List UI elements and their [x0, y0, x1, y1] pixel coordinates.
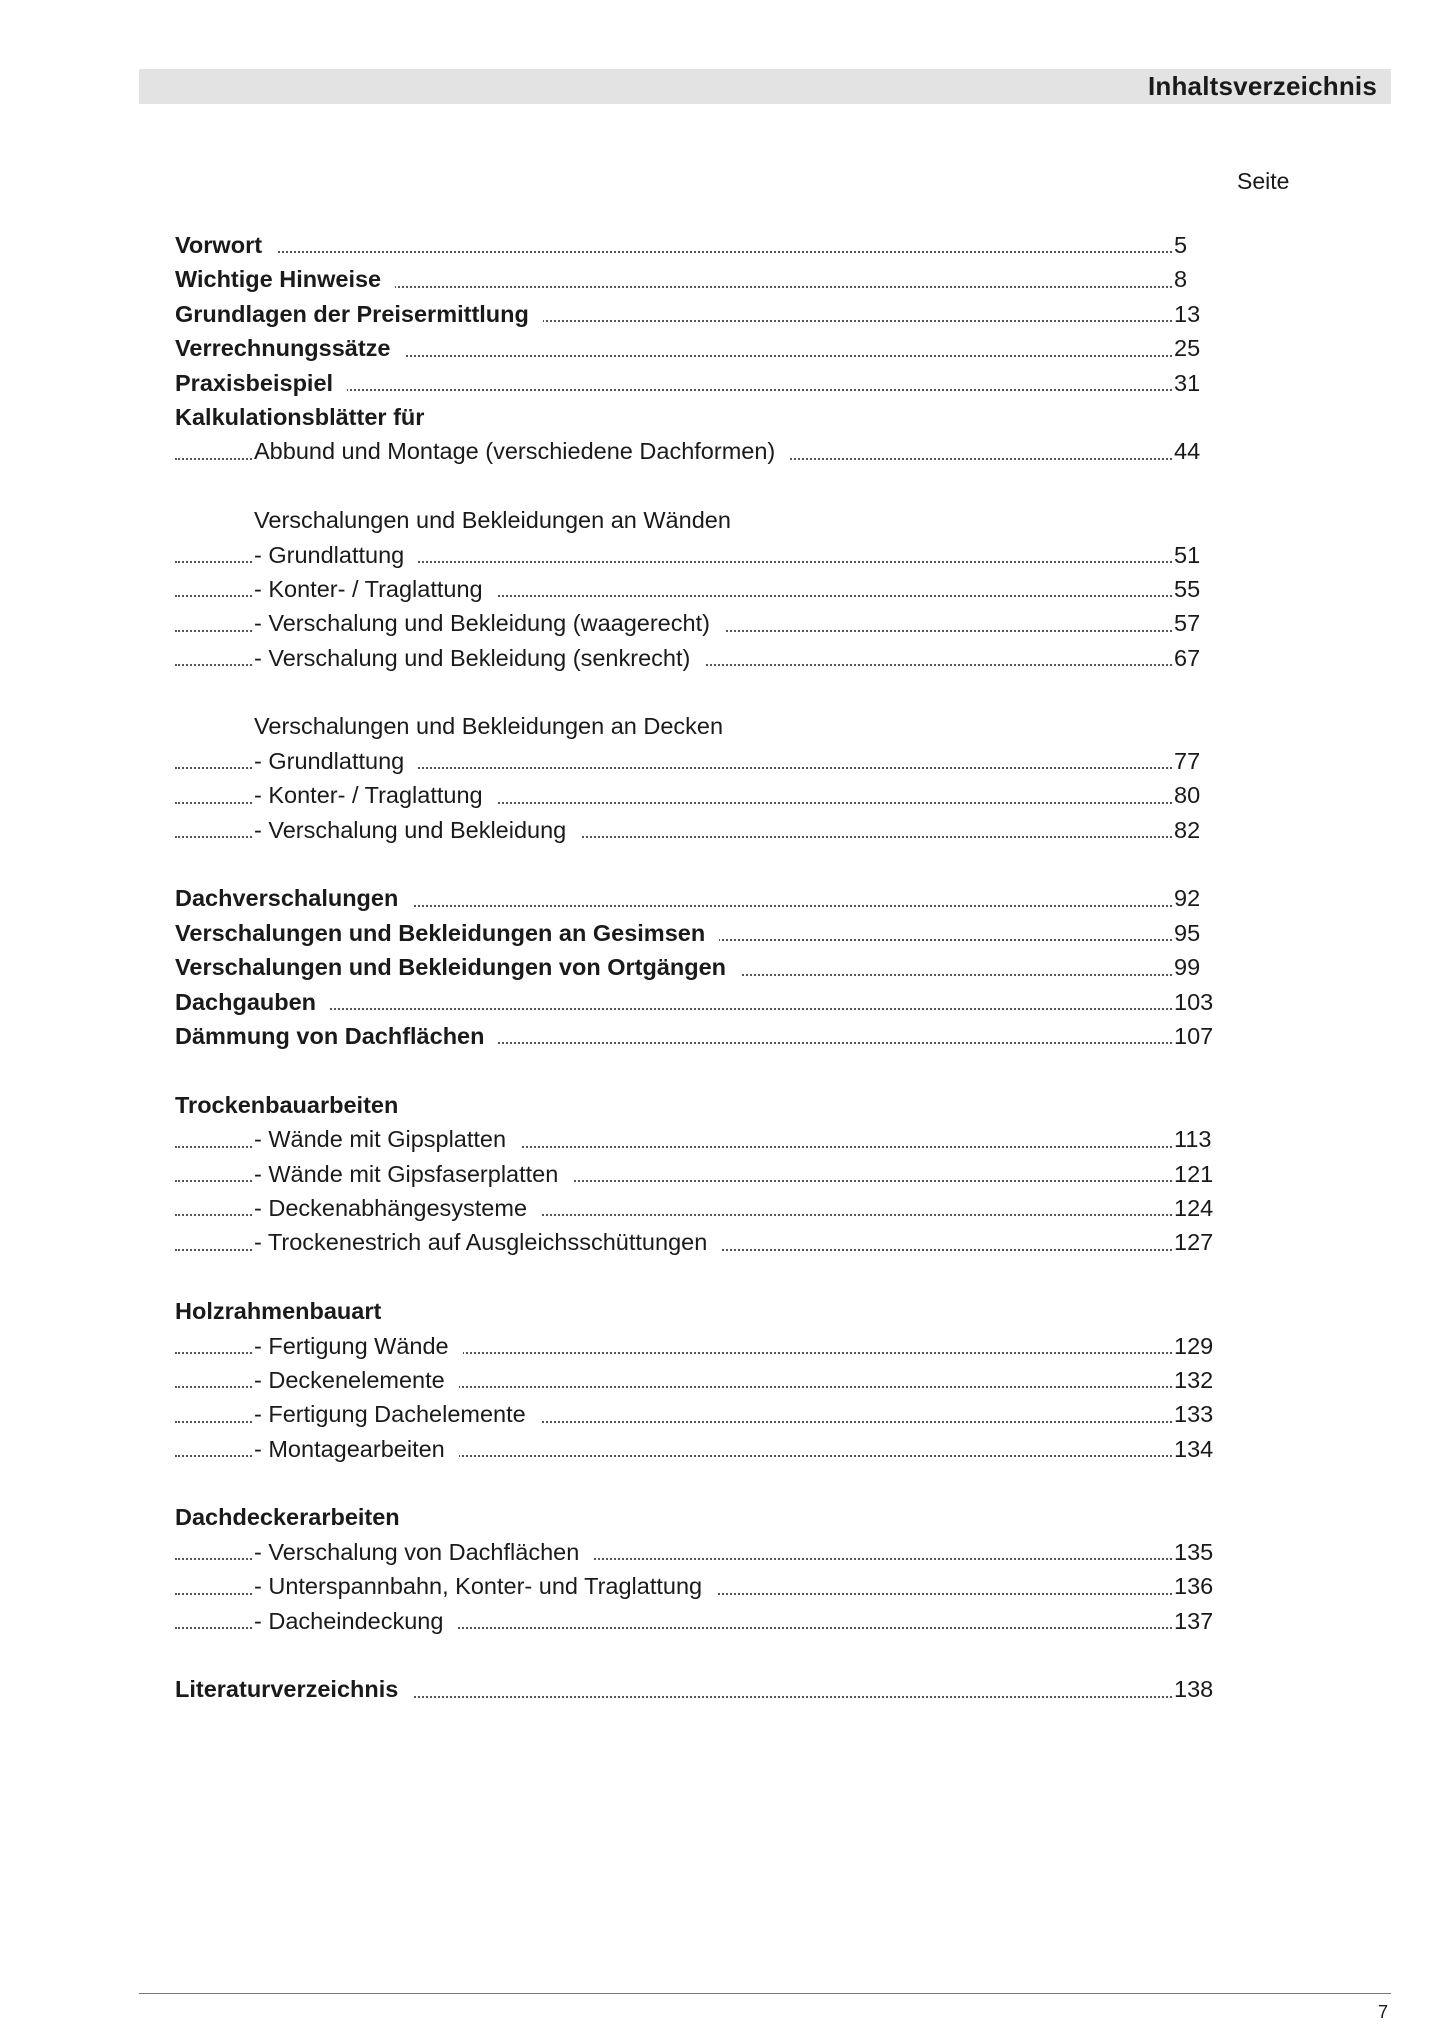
toc-entry-page: 55 — [1172, 572, 1218, 606]
dot-leader — [175, 251, 1176, 253]
toc-entry-fertigung-waende[interactable] — [175, 1329, 1218, 1363]
toc-subsection-label: Verschalungen und Bekleidungen an Decken — [254, 713, 737, 739]
toc-entry-literaturverzeichnis[interactable] — [175, 1672, 1218, 1706]
toc-entry-label: Dämmung von Dachflächen — [175, 1023, 498, 1049]
toc-section-label: Trockenbauarbeiten — [175, 1092, 412, 1118]
toc-entry-page: 13 — [1172, 297, 1218, 331]
toc-entry-waende-grundlattung[interactable] — [175, 538, 1218, 572]
table-of-contents — [175, 228, 1218, 1707]
toc-entry-label: - Konter- / Traglattung — [254, 782, 497, 808]
toc-entry-page: 124 — [1172, 1191, 1218, 1225]
toc-entry-page: 95 — [1172, 916, 1218, 950]
toc-section-label: Holzrahmenbauart — [175, 1298, 395, 1324]
toc-subsection-decken — [175, 709, 1218, 743]
toc-entry-verschalung-dachflaechen[interactable] — [175, 1535, 1218, 1569]
toc-entry-label: Grundlagen der Preisermittlung — [175, 301, 543, 327]
toc-entry-page: 44 — [1172, 434, 1218, 468]
toc-entry-page: 121 — [1172, 1157, 1218, 1191]
toc-entry-daemmung[interactable] — [175, 1019, 1218, 1053]
toc-entry-wichtige-hinweise[interactable] — [175, 262, 1218, 296]
page-number: 7 — [1378, 2002, 1389, 2022]
toc-entry-label: - Trockenestrich auf Ausgleichsschüttungen — [254, 1229, 721, 1255]
toc-entry-page: 77 — [1172, 744, 1218, 778]
toc-entry-label: - Montagearbeiten — [254, 1436, 459, 1462]
toc-entry-decken-grundlattung[interactable] — [175, 744, 1218, 778]
toc-section-trockenbau — [175, 1088, 1218, 1122]
toc-section-kalkulationsblaetter — [175, 400, 1218, 434]
toc-entry-waende-konterlattung[interactable] — [175, 572, 1218, 606]
toc-entry-page: 31 — [1172, 366, 1218, 400]
toc-entry-trockenestrich[interactable] — [175, 1225, 1218, 1259]
toc-entry-waende-senkrecht[interactable] — [175, 641, 1218, 675]
toc-entry-label: Wichtige Hinweise — [175, 266, 395, 292]
toc-entry-label: - Grundlattung — [254, 748, 418, 774]
toc-entry-unterspannbahn[interactable] — [175, 1569, 1218, 1603]
toc-entry-grundlagen[interactable] — [175, 297, 1218, 331]
toc-entry-page: 107 — [1172, 1019, 1218, 1053]
toc-entry-page: 136 — [1172, 1569, 1218, 1603]
toc-entry-page: 80 — [1172, 778, 1218, 812]
toc-entry-gipsplatten[interactable] — [175, 1122, 1218, 1156]
toc-entry-label: - Fertigung Dachelemente — [254, 1401, 540, 1427]
toc-entry-decken-verschalung[interactable] — [175, 813, 1218, 847]
toc-entry-label: Verrechnungssätze — [175, 335, 405, 361]
toc-subsection-waende — [175, 503, 1218, 537]
toc-entry-waende-waagerecht[interactable] — [175, 606, 1218, 640]
toc-entry-label: - Dacheindeckung — [254, 1608, 457, 1634]
toc-entry-ortgaenge[interactable] — [175, 950, 1218, 984]
toc-entry-verrechnungssaetze[interactable] — [175, 331, 1218, 365]
toc-entry-page: 137 — [1172, 1604, 1218, 1638]
page-column-label: Seite — [1237, 168, 1290, 194]
toc-entry-dachelemente[interactable] — [175, 1397, 1218, 1431]
toc-entry-label: - Verschalung und Bekleidung — [254, 817, 580, 843]
toc-entry-page: 57 — [1172, 606, 1218, 640]
toc-entry-label: - Wände mit Gipsfaserplatten — [254, 1161, 572, 1187]
toc-entry-abbund[interactable] — [175, 434, 1218, 468]
toc-entry-dacheindeckung[interactable] — [175, 1604, 1218, 1638]
toc-entry-page: 138 — [1172, 1672, 1218, 1706]
toc-entry-page: 99 — [1172, 950, 1218, 984]
toc-entry-page: 127 — [1172, 1225, 1218, 1259]
toc-entry-label: - Wände mit Gipsplatten — [254, 1126, 520, 1152]
toc-entry-decken-konterlattung[interactable] — [175, 778, 1218, 812]
toc-entry-page: 92 — [1172, 881, 1218, 915]
toc-entry-label: - Verschalung von Dachflächen — [254, 1539, 593, 1565]
toc-entry-montagearbeiten[interactable] — [175, 1432, 1218, 1466]
toc-entry-page: 25 — [1172, 331, 1218, 365]
toc-entry-label: - Deckenabhängesysteme — [254, 1195, 541, 1221]
toc-section-dachdeckerarbeiten — [175, 1500, 1218, 1534]
toc-entry-deckenelemente[interactable] — [175, 1363, 1218, 1397]
toc-entry-page: 134 — [1172, 1432, 1218, 1466]
toc-entry-page: 8 — [1172, 262, 1218, 296]
toc-entry-label: Dachverschalungen — [175, 885, 412, 911]
toc-entry-label: - Verschalung und Bekleidung (waagerecht) — [254, 610, 724, 636]
toc-entry-gipsfaserplatten[interactable] — [175, 1157, 1218, 1191]
toc-entry-label: - Verschalung und Bekleidung (senkrecht) — [254, 645, 704, 671]
toc-entry-page: 129 — [1172, 1329, 1218, 1363]
header-bar — [139, 69, 1391, 104]
toc-entry-label: Vorwort — [175, 232, 276, 258]
toc-entry-label: - Fertigung Wände — [254, 1333, 463, 1359]
toc-entry-gesimse[interactable] — [175, 916, 1218, 950]
page-title: Inhaltsverzeichnis — [1147, 71, 1377, 101]
toc-entry-dachgauben[interactable] — [175, 985, 1218, 1019]
toc-entry-label: - Konter- / Traglattung — [254, 576, 497, 602]
toc-section-label: Dachdeckerarbeiten — [175, 1504, 414, 1530]
toc-entry-label: - Deckenelemente — [254, 1367, 459, 1393]
toc-entry-vorwort[interactable] — [175, 228, 1218, 262]
toc-entry-page: 132 — [1172, 1363, 1218, 1397]
toc-entry-label: Praxisbeispiel — [175, 370, 347, 396]
footer-divider — [139, 1993, 1391, 1994]
toc-section-label: Kalkulationsblätter für — [175, 404, 438, 430]
toc-entry-label: Abbund und Montage (verschiedene Dachformen) — [254, 438, 789, 464]
toc-entry-page: 103 — [1172, 985, 1218, 1019]
toc-section-holzrahmenbauart — [175, 1294, 1218, 1328]
toc-entry-page: 82 — [1172, 813, 1218, 847]
toc-entry-deckenabhaengesysteme[interactable] — [175, 1191, 1218, 1225]
toc-entry-label: - Grundlattung — [254, 542, 418, 568]
toc-entry-label: - Unterspannbahn, Konter- und Traglattung — [254, 1573, 716, 1599]
toc-entry-page: 133 — [1172, 1397, 1218, 1431]
toc-entry-page: 113 — [1172, 1122, 1218, 1156]
toc-entry-label: Verschalungen und Bekleidungen an Gesimsen — [175, 920, 719, 946]
toc-entry-label: Verschalungen und Bekleidungen von Ortgängen — [175, 954, 740, 980]
toc-entry-label: Dachgauben — [175, 989, 330, 1015]
toc-subsection-label: Verschalungen und Bekleidungen an Wänden — [254, 507, 745, 533]
toc-entry-label: Literaturverzeichnis — [175, 1676, 412, 1702]
toc-entry-page: 67 — [1172, 641, 1218, 675]
toc-entry-page: 135 — [1172, 1535, 1218, 1569]
toc-entry-page: 5 — [1172, 228, 1218, 262]
toc-entry-page: 51 — [1172, 538, 1218, 572]
toc-entry-praxisbeispiel[interactable] — [175, 366, 1218, 400]
toc-entry-dachverschalungen[interactable] — [175, 881, 1218, 915]
